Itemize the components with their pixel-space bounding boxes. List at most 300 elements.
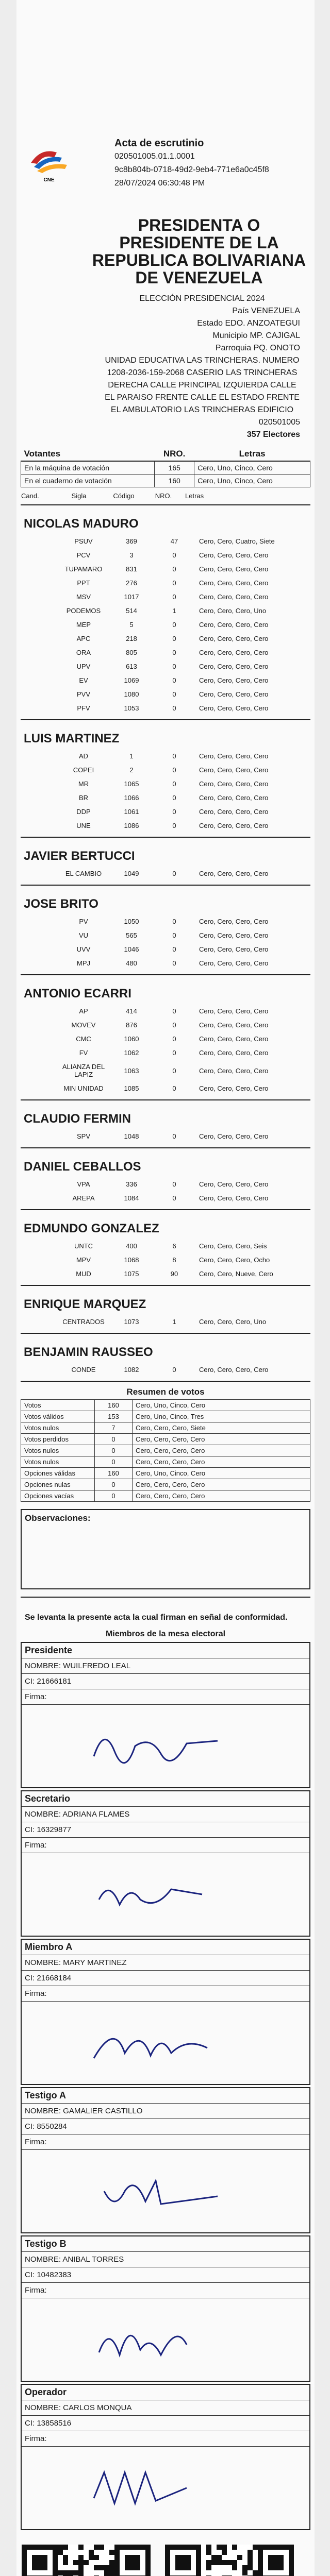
party-codigo: 1053 [124,704,139,712]
party-codigo: 3 [129,551,134,559]
party-nro: 0 [172,551,176,559]
candidate-name: JOSE BRITO [24,897,98,911]
party-sigla: MUD [76,1270,91,1278]
party-row [21,1032,310,1046]
party-nro: 0 [172,752,176,760]
member-firma-label: Firma: [22,2431,309,2447]
party-codigo: 1017 [124,593,139,601]
resumen-table [21,1399,310,1502]
observaciones-label: Observaciones: [25,1513,91,1523]
party-letras: Cero, Cero, Cero, Cero [199,593,269,601]
party-row [21,632,310,646]
party-spacer [21,673,56,687]
resumen-row [21,1490,310,1502]
resumen-label: Votos nulos [21,1445,95,1456]
party-spacer [21,1032,56,1046]
party-sigla: CENTRADOS [62,1318,105,1326]
party-codigo: 613 [126,663,137,670]
party-spacer [21,805,56,819]
party-table [21,1177,310,1205]
party-nro: 90 [170,1270,178,1278]
party-nro: 0 [172,565,176,573]
resumen-title: Resumen de votos [126,1387,205,1397]
code-1: 020501005.01.1.0001 [114,152,195,161]
party-letras: Cero, Cero, Cero, Cero [199,1049,269,1057]
state: Estado EDO. ANZOATEGUI [197,319,300,328]
resumen-row [21,1468,310,1479]
center-description: UNIDAD EDUCATIVA LAS TRINCHERAS. NUMERO 1208-2036-159-2068 CASERIO LAS TRINCHERAS DERECHA CALLE PRINCIPAL IZQUIERDA CALLE EL PARAISO FRENTE CALLE EL ESTADO FRENTE EL AMBULATORIO LAS TRINCHERAS EDIFICIO [105,356,300,414]
party-spacer [21,1239,56,1253]
member-role: Miembro A [22,1940,309,1955]
divider [21,974,310,975]
party-row [21,1129,310,1143]
resumen-letras: Cero, Uno, Cinco, Cero [133,1468,310,1479]
party-row [21,942,310,956]
party-nro: 0 [172,1132,176,1140]
party-row [21,749,310,763]
divider [21,1597,310,1598]
party-spacer [21,576,56,590]
member-role: Presidente [22,1643,309,1658]
party-table [21,1129,310,1143]
party-codigo: 276 [126,579,137,587]
party-letras: Cero, Cero, Cuatro, Siete [199,537,275,545]
party-sigla: ALIANZA DEL LAPIZ [62,1063,105,1078]
party-sigla: UNE [76,822,91,829]
party-spacer [21,590,56,604]
party-sigla: UPV [76,663,91,670]
party-row [21,1177,310,1191]
resumen-letras: Cero, Cero, Cero, Cero [133,1456,310,1468]
divider [21,1381,310,1382]
member-ci: CI: 8550284 [22,2119,309,2134]
municipality: Municipio MP. CAJIGAL [212,331,300,340]
acta-codes [114,137,305,190]
party-sigla: MR [78,780,89,788]
election-name: ELECCIÓN PRESIDENCIAL 2024 [139,294,265,303]
party-row [21,1046,310,1060]
resumen-label: Votos nulos [21,1422,95,1434]
resumen-row [21,1422,310,1434]
party-spacer [21,777,56,791]
party-letras: Cero, Cero, Cero, Cero [199,649,269,656]
party-spacer [21,1315,56,1329]
party-letras: Cero, Cero, Cero, Cero [199,1021,269,1029]
party-letras: Cero, Cero, Cero, Cero [199,676,269,684]
member-role: Secretario [22,1791,309,1807]
party-sigla: PVV [76,690,90,698]
member-name: NOMBRE: WUILFREDO LEAL [22,1658,309,1674]
member-firma-label: Firma: [22,1986,309,2002]
candidate-name: BENJAMIN RAUSSEO [24,1345,153,1359]
col-nro: NRO. [155,492,172,500]
electors-count: 357 Electores [246,430,300,439]
party-sigla: DDP [76,808,91,816]
votantes-book-label: En el cuaderno de votación [21,474,155,487]
divider [21,885,310,886]
party-row [21,1018,310,1032]
candidate-name: DANIEL CEBALLOS [24,1160,141,1174]
qr-section [16,2540,315,2576]
party-nro: 0 [172,1035,176,1043]
party-codigo: 5 [129,621,134,629]
resumen-nro: 0 [95,1445,133,1456]
center-code: 020501005 [258,418,300,427]
party-sigla: AD [78,752,89,760]
party-letras: Cero, Cero, Cero, Cero [199,959,269,967]
candidate-name: JAVIER BERTUCCI [24,849,135,863]
party-letras: Cero, Cero, Cero, Cero [199,1180,269,1188]
member-name: NOMBRE: ADRIANA FLAMES [22,1807,309,1822]
party-nro: 0 [172,931,176,939]
party-table [21,1004,310,1095]
party-nro: 47 [170,537,178,545]
member-ci: CI: 16329877 [22,1822,309,1838]
party-codigo: 1062 [124,1049,139,1057]
resumen-letras: Cero, Uno, Cinco, Cero [133,1400,310,1411]
resumen-letras: Cero, Cero, Cero, Cero [133,1434,310,1445]
party-letras: Cero, Cero, Cero, Cero [199,870,269,877]
disclaimer: Se levanta la presente acta la cual firman en señal de conformidad. [25,1613,288,1622]
party-codigo: 805 [126,649,137,656]
party-codigo: 1069 [124,676,139,684]
party-spacer [21,1253,56,1267]
signature-area [22,2002,309,2084]
party-spacer [21,914,56,928]
party-row [21,1191,310,1205]
party-nro: 0 [172,766,176,774]
member-box [21,1939,310,2085]
votantes-machine-letras: Cero, Uno, Cinco, Cero [194,461,310,474]
member-box [21,2384,310,2530]
col-cand: Cand. [21,492,39,500]
member-box [21,2235,310,2382]
party-table [21,534,310,715]
party-letras: Cero, Cero, Cero, Cero [199,1066,269,1075]
party-codigo: 1084 [124,1194,139,1202]
party-nro: 0 [172,1084,176,1092]
party-letras: Cero, Cero, Cero, Cero [199,1366,269,1374]
party-nro: 0 [172,1066,176,1075]
party-sigla: MPV [76,1256,91,1264]
resumen-label: Votos nulos [21,1456,95,1468]
party-letras: Cero, Cero, Cero, Cero [199,945,269,953]
votantes-book-nro: 160 [155,474,194,487]
resumen-letras: Cero, Uno, Cinco, Tres [133,1411,310,1422]
party-codigo: 1080 [124,690,139,698]
party-row [21,1081,310,1095]
party-letras: Cero, Cero, Cero, Cero [199,551,269,559]
col-codigo: Código [113,492,135,500]
party-row [21,687,310,701]
party-letras: Cero, Cero, Cero, Cero [199,822,269,829]
party-spacer [21,1081,56,1095]
party-sigla: PFV [77,704,90,712]
party-nro: 0 [172,704,176,712]
member-firma-label: Firma: [22,1838,309,1853]
party-sigla: BR [78,794,89,802]
party-letras: Cero, Cero, Cero, Cero [199,780,269,788]
party-codigo: 369 [126,537,137,545]
candidates-list [21,510,310,1382]
resumen-nro: 0 [95,1434,133,1445]
party-row [21,1004,310,1018]
party-spacer [21,791,56,805]
party-sigla: MEP [76,621,91,629]
party-spacer [21,1004,56,1018]
signature-icon [84,2012,238,2074]
party-codigo: 336 [126,1180,137,1188]
col-sigla: Sigla [71,492,87,500]
party-sigla: UNTC [74,1242,93,1250]
party-spacer [21,1129,56,1143]
divider [21,837,310,838]
party-spacer [21,632,56,646]
party-nro: 0 [172,822,176,829]
party-codigo: 1 [129,752,134,760]
party-nro: 0 [172,1194,176,1202]
party-codigo: 1065 [124,780,139,788]
party-spacer [21,1363,56,1377]
party-codigo: 218 [126,635,137,642]
party-spacer [21,534,56,548]
party-nro: 0 [172,870,176,877]
party-letras: Cero, Cero, Cero, Seis [199,1242,267,1250]
party-spacer [21,1018,56,1032]
member-box [21,2087,310,2233]
member-role: Testigo A [22,2088,309,2104]
party-codigo: 480 [126,959,137,967]
party-nro: 0 [172,649,176,656]
party-letras: Cero, Cero, Cero, Ocho [199,1256,270,1264]
party-spacer [21,618,56,632]
party-codigo: 565 [126,931,137,939]
party-codigo: 414 [126,1007,137,1015]
party-codigo: 876 [126,1021,137,1029]
signature-icon [84,1863,238,1925]
party-letras: Cero, Cero, Cero, Cero [199,663,269,670]
party-table [21,1239,310,1281]
candidate-name: ENRIQUE MARQUEZ [24,1297,146,1311]
resumen-label: Votos [21,1400,95,1411]
resumen-label: Votos válidos [21,1411,95,1422]
resumen-nro: 0 [95,1490,133,1502]
party-table [21,749,310,833]
party-nro: 1 [172,1318,176,1326]
party-nro: 0 [172,959,176,967]
resumen-nro: 0 [95,1456,133,1468]
header [16,0,315,216]
party-spacer [21,763,56,777]
party-sigla: VPA [77,1180,90,1188]
resumen-nro: 0 [95,1479,133,1490]
party-letras: Cero, Cero, Cero, Cero [199,766,269,774]
party-sigla: COPEI [73,766,94,774]
party-row [21,618,310,632]
party-row [21,1239,310,1253]
party-row [21,867,310,880]
page-title: PRESIDENTA O PRESIDENTE DE LA REPUBLICA BOLIVARIANA DE VENEZUELA [92,216,306,287]
party-codigo: 1050 [124,918,139,925]
resumen-section [21,1387,310,2530]
party-row [21,791,310,805]
votantes-book-letras: Cero, Uno, Cinco, Cero [194,474,310,487]
party-letras: Cero, Cero, Nueve, Cero [199,1270,273,1278]
candidate-name: NICOLAS MADURO [24,517,139,531]
party-row [21,914,310,928]
party-sigla: MSV [76,593,91,601]
party-table [21,914,310,970]
resumen-row [21,1411,310,1422]
resumen-row [21,1445,310,1456]
party-row [21,576,310,590]
votantes-machine-label: En la máquina de votación [21,461,155,474]
party-spacer [21,687,56,701]
party-sigla: MPJ [77,959,90,967]
party-codigo: 1086 [124,822,139,829]
nro-header: NRO. [155,447,194,461]
party-letras: Cero, Cero, Cero, Cero [199,752,269,760]
signature-icon [84,2457,238,2519]
party-row [21,659,310,673]
party-row [21,928,310,942]
party-nro: 0 [172,918,176,925]
member-ci: CI: 21668184 [22,1971,309,1986]
party-letras: Cero, Cero, Cero, Cero [199,565,269,573]
party-spacer [21,562,56,576]
party-spacer [21,1267,56,1281]
resumen-nro: 160 [95,1468,133,1479]
party-sigla: MOVEV [71,1021,96,1029]
member-firma-label: Firma: [22,1689,309,1705]
party-sigla: UVV [76,945,91,953]
party-row [21,1315,310,1329]
party-sigla: CONDE [71,1366,96,1374]
party-spacer [21,819,56,833]
votantes-machine-nro: 165 [155,461,194,474]
member-role: Testigo B [22,2236,309,2252]
resumen-letras: Cero, Cero, Cero, Cero [133,1479,310,1490]
signature-icon [84,1715,238,1777]
party-row [21,819,310,833]
signature-icon [84,2309,238,2370]
member-name: NOMBRE: MARY MARTINEZ [22,1955,309,1971]
divider [21,1209,310,1210]
party-nro: 0 [172,621,176,629]
party-sigla: AREPA [72,1194,95,1202]
member-box [21,1790,310,1937]
party-letras: Cero, Cero, Cero, Cero [199,1132,269,1140]
signature-area [22,2150,309,2232]
party-letras: Cero, Cero, Cero, Cero [199,1194,269,1202]
signature-area [22,2298,309,2381]
signature-area [22,1705,309,1787]
divider [21,504,310,505]
party-codigo: 1060 [124,1035,139,1043]
party-nro: 0 [172,794,176,802]
party-sigla: TUPAMARO [64,565,103,573]
party-sigla: EL CAMBIO [65,870,102,877]
party-spacer [21,956,56,970]
party-nro: 0 [172,1049,176,1057]
party-spacer [21,1177,56,1191]
resumen-label: Opciones vacías [21,1490,95,1502]
member-name: NOMBRE: GAMALIER CASTILLO [22,2104,309,2119]
divider [21,1333,310,1334]
party-letras: Cero, Cero, Cero, Uno [199,1318,267,1326]
candidate-name: LUIS MARTINEZ [24,732,120,745]
party-nro: 0 [172,1180,176,1188]
resumen-row [21,1456,310,1468]
party-letras: Cero, Cero, Cero, Cero [199,690,269,698]
party-row [21,1267,310,1281]
party-spacer [21,604,56,618]
votantes-header: Votantes [21,447,155,461]
election-info [104,293,300,305]
party-codigo: 1063 [124,1066,139,1075]
party-nro: 0 [172,676,176,684]
party-codigo: 1048 [124,1132,139,1140]
party-letras: Cero, Cero, Cero, Uno [199,607,267,615]
cne-logo [26,142,72,183]
signature-area [22,2447,309,2529]
party-nro: 0 [172,593,176,601]
party-letras: Cero, Cero, Cero, Cero [199,704,269,712]
party-table [21,1363,310,1377]
party-codigo: 514 [126,607,137,615]
observaciones-box [21,1509,310,1589]
signature-area [22,1853,309,1936]
divider [21,719,310,720]
party-codigo: 831 [126,565,137,573]
party-letras: Cero, Cero, Cero, Cero [199,1007,269,1015]
party-table [21,867,310,880]
party-nro: 0 [172,1021,176,1029]
party-sigla: EV [79,676,88,684]
party-nro: 1 [172,607,176,615]
party-letras: Cero, Cero, Cero, Cero [199,635,269,642]
party-sigla: CMC [76,1035,91,1043]
party-codigo: 2 [129,766,134,774]
resumen-row [21,1434,310,1445]
party-sigla: PSUV [74,537,93,545]
signature-icon [84,2160,238,2222]
qr-code-icon [22,2545,151,2576]
party-spacer [21,1191,56,1205]
party-nro: 0 [172,1007,176,1015]
votantes-section [21,447,310,505]
party-codigo: 1073 [124,1318,139,1326]
parish: Parroquia PQ. ONOTO [215,344,300,352]
member-name: NOMBRE: ANIBAL TORRES [22,2252,309,2267]
party-codigo: 1049 [124,870,139,877]
svg-text:CNE: CNE [43,177,55,183]
country: País VENEZUELA [232,307,300,315]
code-2: 9c8b804b-0718-49d2-9eb4-771e6a0c45f8 [114,165,269,174]
party-sigla: FV [79,1049,88,1057]
party-sigla: PODEMOS [66,607,101,615]
party-nro: 0 [172,579,176,587]
party-spacer [21,1060,56,1081]
party-row [21,548,310,562]
member-name: NOMBRE: CARLOS MONQUA [22,2400,309,2416]
resumen-nro: 7 [95,1422,133,1434]
party-nro: 6 [172,1242,176,1250]
party-spacer [21,646,56,659]
party-row [21,956,310,970]
qr-codes [22,2545,294,2576]
resumen-label: Opciones nulas [21,1479,95,1490]
